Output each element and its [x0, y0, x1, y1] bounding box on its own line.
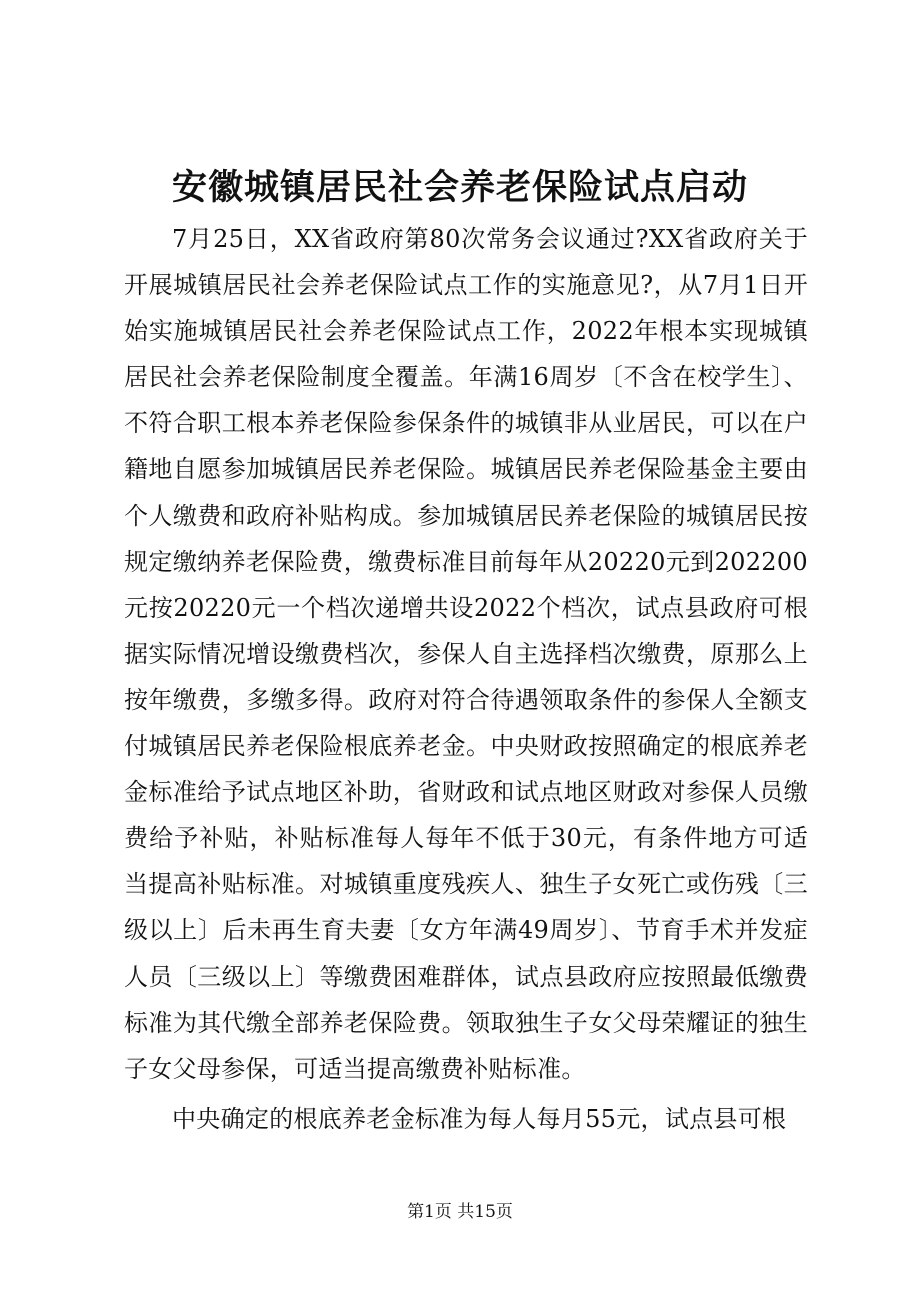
document-title: 安徽城镇居民社会养老保险试点启动 [171, 168, 748, 208]
page-number: 第1页 共15页 [407, 1202, 513, 1222]
body-paragraph: 中央确定的根底养老金标准为每人每月55元，试点县可根 [172, 1105, 787, 1133]
body-paragraph: 7月25日，XX省政府第80次常务会议通过?XX省政府关于开展城镇居民社会养老保险试点工作的实施意见?，从7月1日开始实施城镇居民社会养老保险试点工作，2022年根本实现城镇居民社会养老保险制度全覆盖。年满16周岁〔不含在校学生〕、不符合职工根本养老保险参保条件的城镇非从业居民，可以在户籍地自愿参加城镇居民养老保险。城镇居民养老保险基金主要由个人缴费和政府补贴构成。参加城镇居民养老保险的城镇居民按规定缴纳养老保险费，缴费标准目前每年从20220元到202200元按20220元一个档次递增共设2022个档次，试点县政府可根据实际情况增设缴费档次，参保人自主选择档次缴费，原那么上按年缴费，多缴多得。政府对符合待遇领取条件的参保人全额支付城镇居民养老保险根底养老金。中央财政按照确定的根底养老金标准给予试点地区补助，省财政和试点地区财政对参保人员缴费给予补贴，补贴标准每人每年不低于30元，有条件地方可适当提高补贴标准。对城镇重度残疾人、独生子女死亡或伤残〔三级以上〕后未再生育夫妻〔女方年满49周岁〕、节育手术并发症人员〔三级以上〕等缴费困难群体，试点县政府应按照最低缴费标准为其代缴全部养老保险费。领取独生子女父母荣耀证的独生子女父母参保，可适当提高缴费补贴标准。 [124, 225, 808, 1083]
